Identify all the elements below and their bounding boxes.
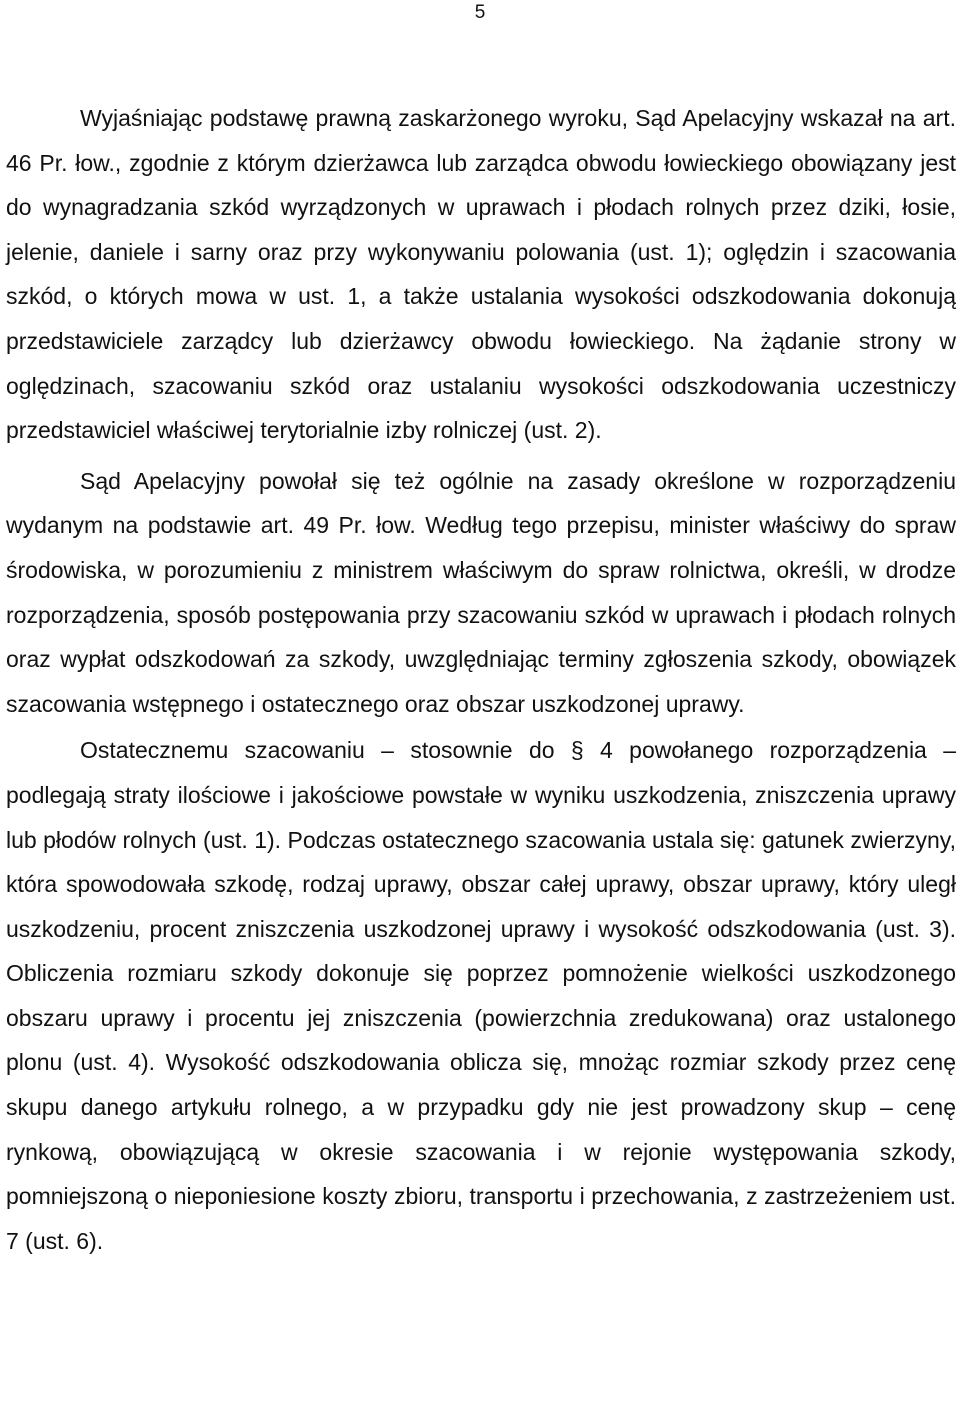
paragraph-legal-basis: Wyjaśniając podstawę prawną zaskarżonego wyroku, Sąd Apelacyjny wskazał na art. 46 Pr. łow., zgodnie z którym dzierżawca lub zarządca obwodu łowieckiego obowiązany jest do wynagradzania szkód wyrządzonych w uprawach i płodach rolnych przez dziki, łosie, jelenie, daniele i sarny oraz przy wykonywaniu polowania (ust. 1); oględzin i szacowania szkód, o których mowa w ust. 1, a także ustalania wysokości odszkodowania dokonują przedstawiciele zarządcy lub dzierżawcy obwodu łowieckiego. Na żądanie strony w oględzinach, szacowaniu szkód oraz ustalaniu wysokości odszkodowania uczestniczy przedstawiciel właściwej terytorialnie izby rolniczej (ust. 2). — [6, 105, 956, 444]
paragraph-regulation-reference: Sąd Apelacyjny powołał się też ogólnie na zasady określone w rozporządzeniu wydanym na podstawie art. 49 Pr. łow. Według tego przepisu, minister właściwy do spraw środowiska, w porozumieniu z ministrem właściwym do spraw rolnictwa, określi, w drodze rozporządzenia, sposób postępowania przy szacowaniu szkód w uprawach i płodach rolnych oraz wypłat odszkodowań za szkody, uwzględniając terminy zgłoszenia szkody, obowiązek szacowania wstępnego i ostatecznego oraz obszar uszkodzonej uprawy. — [6, 467, 956, 717]
page-number: 5 — [474, 2, 486, 23]
paragraph-final-assessment: Ostatecznemu szacowaniu – stosownie do § 4 powołanego rozporządzenia – podlegają straty ilościowe i jakościowe powstałe w wyniku uszkodzenia, zniszczenia uprawy lub płodów rolnych (ust. 1). Podczas ostatecznego szacowania ustala się: gatunek zwierzyny, która spowodowała szkodę, rodzaj uprawy, obszar całej uprawy, obszar uprawy, który uległ uszkodzeniu, procent zniszczenia uszkodzonej uprawy i wysokość odszkodowania (ust. 3). Obliczenia rozmiaru szkody dokonuje się poprzez pomnożenie wielkości uszkodzonego obszaru uprawy i procentu jej zniszczenia (powierzchnia zredukowana) oraz ustalonego plonu (ust. 4). Wysokość odszkodowania oblicza się, mnożąc rozmiar szkody przez cenę skupu danego artykułu rolnego, a w przypadku gdy nie jest prowadzony skup – cenę rynkową, obowiązującą w okresie szacowania i w rejonie występowania szkody, pomniejszoną o nieponiesione koszty zbioru, transportu i przechowania, z zastrzeżeniem ust. 7 (ust. 6). — [6, 737, 956, 1254]
document-body — [6, 96, 956, 1263]
